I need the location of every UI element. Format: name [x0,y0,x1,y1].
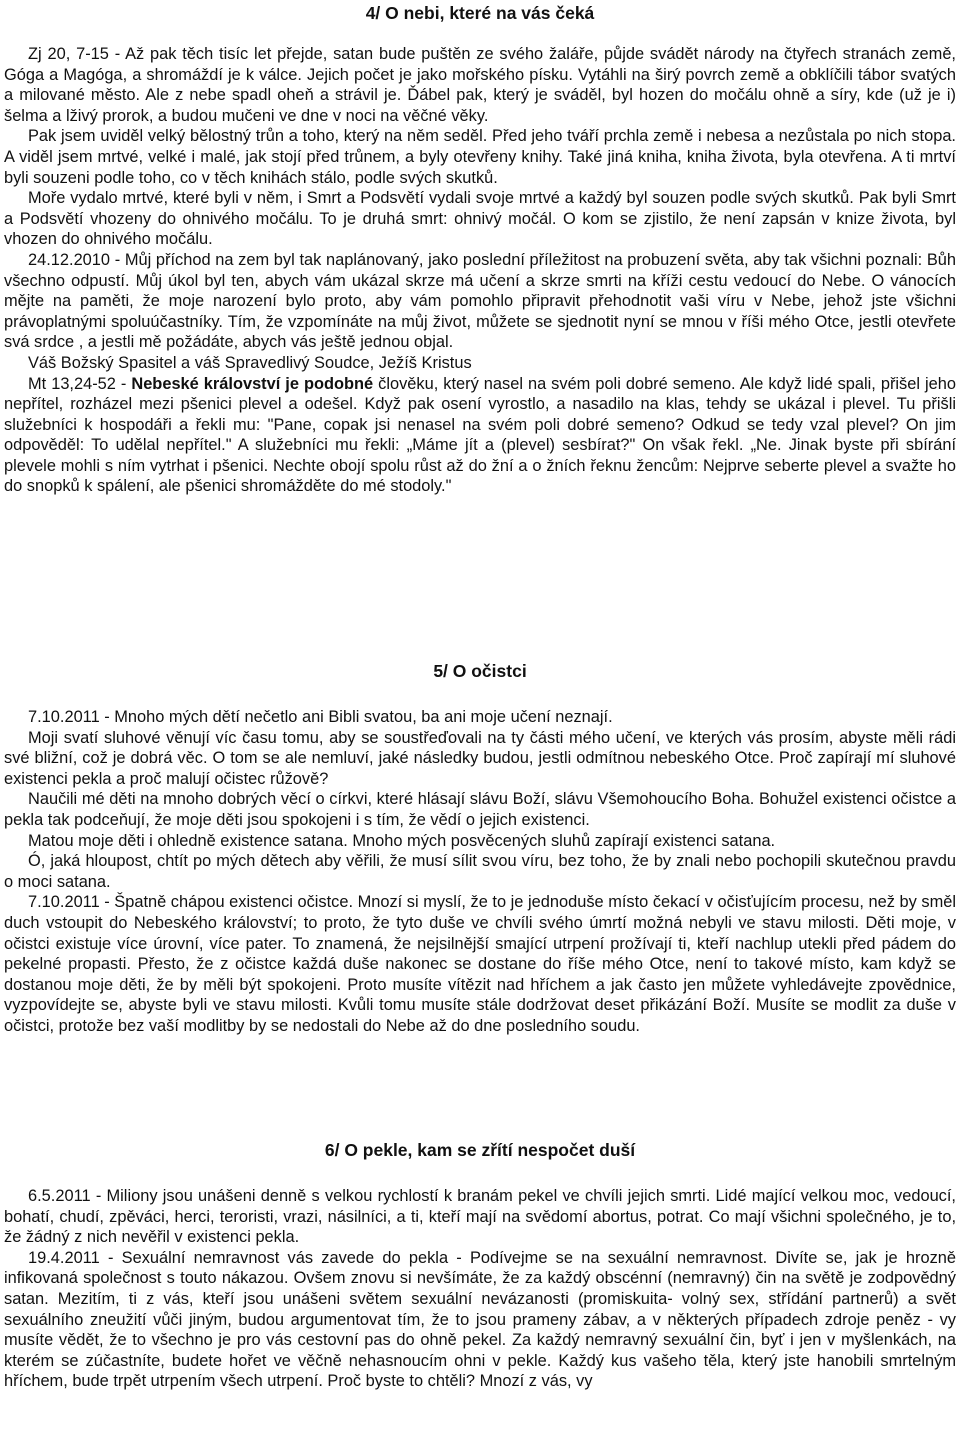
paragraph: Matou moje děti i ohledně existence satana. Mnoho mých posvěcených sluhů zapírají existenci satana. [28,831,776,850]
paragraph: Moře vydalo mrtvé, které byli v něm, i Smrt a Podsvětí vydali svoje mrtvé a každý byl souzen podle svých skutků. Pak byli Smrt a Podsvětí vhozeny do ohnivého močálu. To je druhá smrt: ohnivý močál. O kom se zjistilo, že není zapsán v knize života, byl vhozen do ohnivého močálu. [4,189,956,249]
paragraph [4,374,956,498]
section-5-heading: 5/ O očistci [433,661,527,681]
section-4-heading: 4/ O nebi, které na vás čeká [365,3,595,23]
section-5-body [4,707,956,1037]
paragraph: 7.10.2011 - Špatně chápou existenci očistce. Mnozí si myslí, že to je jednoduše místo čekací v očisťujícím procesu, než by směl duch vstoupit do Nebeského království; to proto, že tyto duše ve chvíli svého úmrtí možná nebyli ve stavu milosti. Děti moje, v očistci existuje více úrovní, více pater. To znamená, že nejsilnější smající utrpení prožívají ti, kteří nachlup utekli před pádem do pekelné propasti. Přesto, že z očistce každá duše nakonec se dostane do říše mého Otce, není to takové místo, kam když se dostanou moje děti, že by měli být spokojeni. Proto musíte vítězit nad hříchem a jak často jen můžete vyhledávejte zpovědnice, vyzpovídejte se, abyste byli ve stavu milosti. Kvůli tomu musíte stále dodržovat deset přikázání Boží. Musíte se modlit za duše v očistci, protože bez vaší modlitby by se nedostali do Nebe až do dne posledního soudu. [4,893,956,1035]
bold-phrase: Nebeské království je podobné [131,374,374,393]
paragraph: Ó, jaká hloupost, chtít po mých dětech aby věřili, že musí sílit svou víru, bez toho, že by znali nebo pochopili skutečnou pravdu o moci satana. [4,852,956,891]
section-6-body [4,1186,956,1392]
paragraph: Moji svatí sluhové věnují víc času tomu, aby se soustřeďovali na ty části mého učení, ve kterých vás prosím, abyste měli rádi své bližní, což je dobrá věc. O tom se ale nemluví, jaké následky budou, jestli odmítnou nebeského Otce. Proč zapírají mí sluhové existenci pekla a proč malují očistec růžově? [4,728,956,788]
section-6-heading: 6/ O pekle, kam se zřítí nespočet duší [324,1140,636,1160]
paragraph: Pak jsem uviděl velký bělostný trůn a toho, který na něm seděl. Před jeho tváří prchla země i nebesa a nezůstala po nich stopa. A viděl jsem mrtvé, velké i malé, jak stojí před trůnem, a byly otevřeny knihy. Také jiná kniha, kniha života, byla otevřena. A ti mrtví byli souzeni podle toho, co v těch knihách stálo, podle svých skutků. [4,127,956,187]
paragraph: Naučili mé děti na mnoho dobrých věcí o církvi, které hlásají slávu Boží, slávu Všemohoucího Boha. Bohužel existenci očistce a pekla tak podceňují, že moje děti jsou spokojeni i s tím, že vědí o jejich existenci. [4,790,956,829]
paragraph: Váš Božský Spasitel a váš Spravedlivý Soudce, Ježíš Kristus [28,353,472,372]
paragraph: 24.12.2010 - Můj příchod na zem byl tak naplánovaný, jako poslední příležitost na probuzení světa, aby tak všichni poznali: Bůh všechno odpustí. Můj úkol byl ten, abych vám ukázal skrze má učení a skrze smrti na kříži cestu vedoucí do Nebe. O vánocích mějte na paměti, že moje narození bylo proto, aby vám pomohlo připravit přehodnotit vaši víru v Nebe, jehož jste všichni právoplatnými spoluúčastníky. Tím, že vzpomínáte na můj život, můžete se sjednotit nyní se mnou v říši mého Otce, jestli otevřete svá srdce , a jestli mě požádáte, abych vás ještě jednou objal. [4,250,956,352]
paragraph: 19.4.2011 - Sexuální nemravnost vás zavede do pekla - Podívejme se na sexuální nemravnost. Divíte se, jak je hrozně infikovaná společnost s touto nákazou. Ovšem znovu si nevšímáte, že za každý obscénní (nemravný) čin na světě je zodpovědný satan. Mezitím, ti z vás, kteří jsou unášeni světem sexuální nevázanosti (promiskuita- volný sex, střídání partnerů) a svět sexuálního zneužití vůči jiným, budou argumentovat tím, že to jsou prameny zábav, a v některých případech zdroje peněz - vy musíte vědět, že to všechno je pro vás cestovní pas do ohně pekel. Za každý nemravný sexuální čin, byť i jen v myšlenkách, na kterém se zúčastníte, budete hořet ve věčně nehasnoucím ohni v pekle. Každý kus vašeho těla, který jste hanobili smrtelným hříchem, bude trpět utrpením všech utrpení. Proč byste to chtěli? Mnozí z vás, vy [4,1248,956,1391]
paragraph: 7.10.2011 - Mnoho mých dětí nečetlo ani Bibli svatou, ba ani moje učení neznají. [28,708,613,726]
section-4-body [4,44,956,497]
paragraph: Zj 20, 7-15 - Až pak těch tisíc let přejde, satan bude puštěn ze svého žaláře, půjde svádět národy na čtyřech stranách země, Góga a Magóga, a shromáždí je k válce. Jejich počet je jako mořského písku. Vytáhli na širý povrch země a obklíčili tábor svatých a milované město. Ale z nebe spadl oheň a strávil je. Ďábel pak, který je sváděl, byl hozen do močálu ohně a síry, kde (už je i) šelma a lživý prorok, a budou mučeni ve dne v noci na věčné věky. [4,45,956,125]
paragraph: 6.5.2011 - Miliony jsou unášeni denně s velkou rychlostí k branám pekel ve chvíli jejich smrti. Lidé mající velkou moc, vedoucí, bohatí, chudí, zpěváci, herci, teroristi, vrazi, násilníci, a ti, kteří mají na svědomí abortus, potrat. Co mají všichni společného, je to, že žádný z nich nevěřil v existenci pekla. [4,1187,956,1247]
paragraph-text: člověku, který nasel na svém poli dobré semeno. Ale když lidé spali, přišel jeho nepřítel, rozházel mezi pšenici plevel a odešel. Když pak osení vyrostlo, a nasadilo na klas, tehdy se ukázal i plevel. Tu přišli služebníci k hospodáři a řekli mu: "Pane, copak jsi nenasel na svém poli dobré semeno? Odkud se tedy vzal plevel? On jim odpověděl: To udělal nepřítel." A služebníci mu řekli: „Máme jít a (plevel) sesbírat?" On však řekl. „Ne. Jinak byste při sbírání plevele mohli s ním vytrhat i pšenici. Nechte obojí spolu růst až do žní a o žních řeknu žencům: Nejprve seberte plevel a svažte ho do snopků k spálení, ale pšenici shromážděte do mé stodoly." [4,374,956,496]
verse-reference: Mt 13,24-52 - [28,374,132,393]
